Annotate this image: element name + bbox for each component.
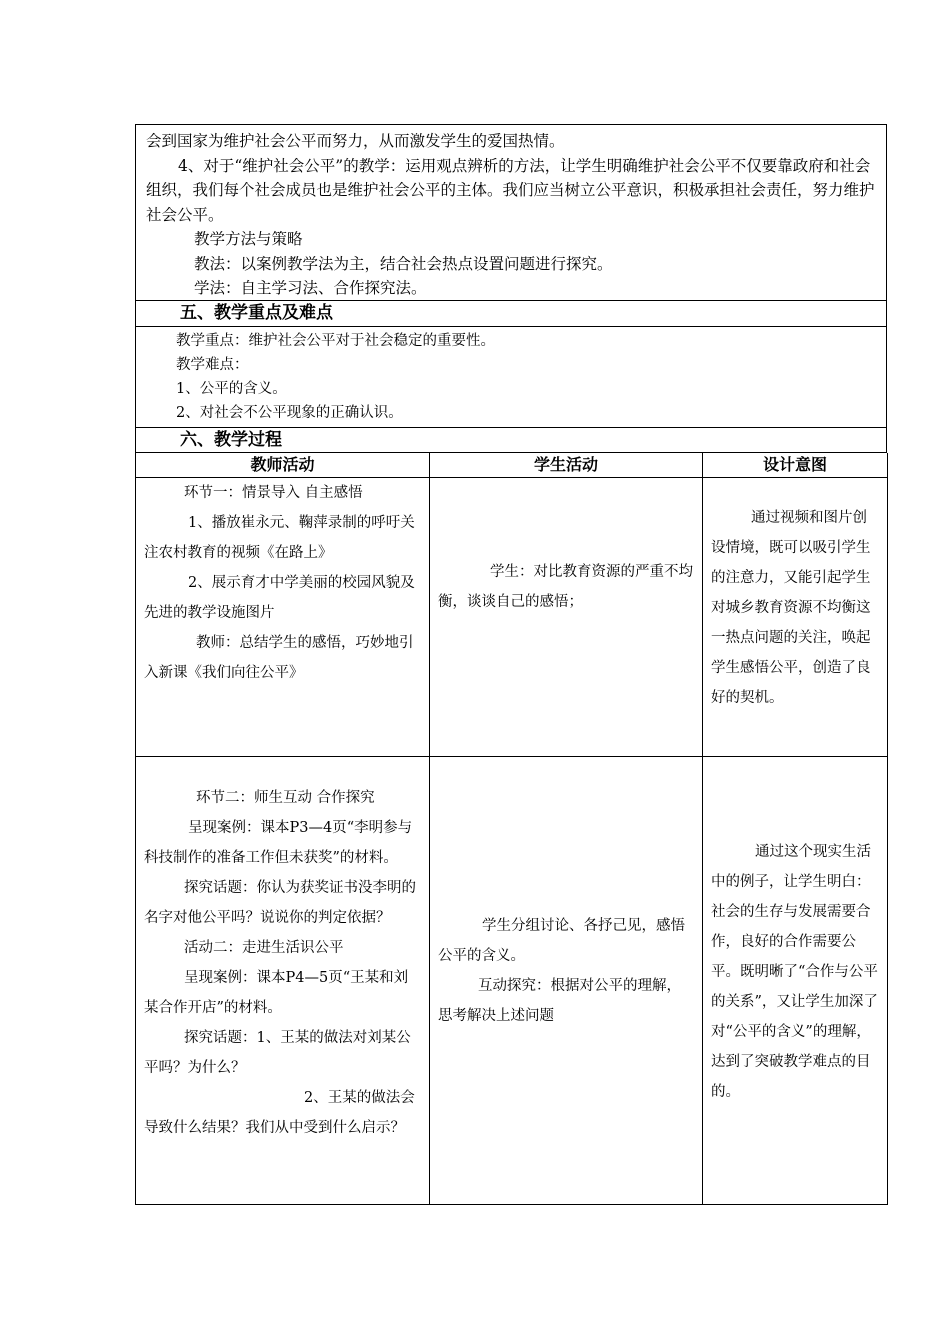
difficult-point-1: 1、公平的含义。 bbox=[176, 381, 287, 397]
section5-heading: 五、教学重点及难点 bbox=[135, 301, 887, 327]
stage-two-title: 环节二：师生互动 合作探究 bbox=[196, 790, 375, 806]
teacher-cell-1 bbox=[136, 478, 430, 757]
methods-title: 教学方法与策略 bbox=[194, 230, 303, 248]
student-activity: 学生分组讨论、各抒己见，感悟公平的含义。 bbox=[438, 917, 685, 964]
student-activity: 学生：对比教育资源的严重不均衡，谈谈自己的感悟； bbox=[438, 564, 693, 610]
design-intent: 通过视频和图片创设情境，既可以吸引学生的注意力，又能引起学生对城乡教育资源不均衡这一热点问题的关注，唤起学生感悟公平，创造了良好的契机。 bbox=[711, 510, 871, 706]
teach-method: 教法：以案例教学法为主，结合社会热点设置问题进行探究。 bbox=[194, 254, 613, 273]
header-student: 学生活动 bbox=[430, 453, 703, 478]
table-row bbox=[136, 478, 888, 757]
design-intent: 通过这个现实生活中的例子，让学生明白：社会的生存与发展需要合作，良好的合作需要公平。既明晰了“合作与公平的关系”，又让学生加深了对“公平的含义”的理解，达到了突破教学难点的目的。 bbox=[711, 844, 878, 1100]
teacher-step: 2、展示育才中学美丽的校园风貌及先进的教学设施图片 bbox=[144, 575, 415, 621]
difficult-point-2: 2、对社会不公平现象的正确认识。 bbox=[176, 405, 403, 421]
header-teacher: 教师活动 bbox=[136, 453, 430, 478]
intent-cell-2 bbox=[703, 757, 888, 1205]
intent-cell-1 bbox=[703, 478, 888, 757]
intro-line: 会到国家为维护社会公平而努力，从而激发学生的爱国热情。 bbox=[146, 132, 565, 150]
teacher-step: 探究话题：1、王某的做法对刘某公平吗？为什么？ bbox=[144, 1030, 411, 1076]
document-page bbox=[135, 124, 887, 1205]
teacher-cell-2 bbox=[136, 757, 430, 1205]
section6-heading: 六、教学过程 bbox=[135, 428, 887, 453]
student-activity: 互动探究：根据对公平的理解，思考解决上述问题 bbox=[438, 977, 681, 1024]
teacher-step: 呈现案例：课本P4—5页“王某和刘某合作开店”的材料。 bbox=[144, 970, 409, 1016]
student-cell-1 bbox=[430, 478, 703, 757]
teacher-step: 教师：总结学生的感悟，巧妙地引入新课《我们向往公平》 bbox=[144, 635, 414, 681]
header-intent: 设计意图 bbox=[703, 453, 888, 478]
table-row bbox=[136, 757, 888, 1205]
process-table bbox=[135, 453, 888, 1205]
student-cell-2 bbox=[430, 757, 703, 1205]
teacher-step: 呈现案例：课本P3—4页“李明参与科技制作的准备工作但未获奖”的材料。 bbox=[144, 820, 413, 866]
intro-para-4: 4、对于“维护社会公平”的教学：运用观点辨析的方法，让学生明确维护社会公平不仅要靠政府和社会组织，我们每个社会成员也是维护社会公平的主体。我们应当树立公平意识，积极承担社会责任，努力维护社会公平。 bbox=[146, 156, 875, 224]
intro-block bbox=[135, 124, 887, 301]
stage-one-title: 环节一：情景导入 自主感悟 bbox=[184, 485, 363, 501]
teacher-step: 探究话题：你认为获奖证书没李明的名字对他公平吗？说说你的判定依据？ bbox=[144, 880, 416, 926]
difficult-label: 教学难点： bbox=[176, 357, 249, 373]
teacher-step: 2、王某的做法会导致什么结果？我们从中受到什么启示？ bbox=[144, 1090, 415, 1136]
key-point: 教学重点：维护社会公平对于社会稳定的重要性。 bbox=[176, 333, 495, 349]
key-points-block bbox=[135, 327, 887, 428]
learn-method: 学法：自主学习法、合作探究法。 bbox=[194, 279, 427, 297]
teacher-step: 1、播放崔永元、鞠萍录制的呼吁关注农村教育的视频《在路上》 bbox=[144, 515, 415, 561]
teacher-step: 活动二：走进生活识公平 bbox=[184, 940, 344, 956]
table-header-row bbox=[136, 453, 888, 478]
